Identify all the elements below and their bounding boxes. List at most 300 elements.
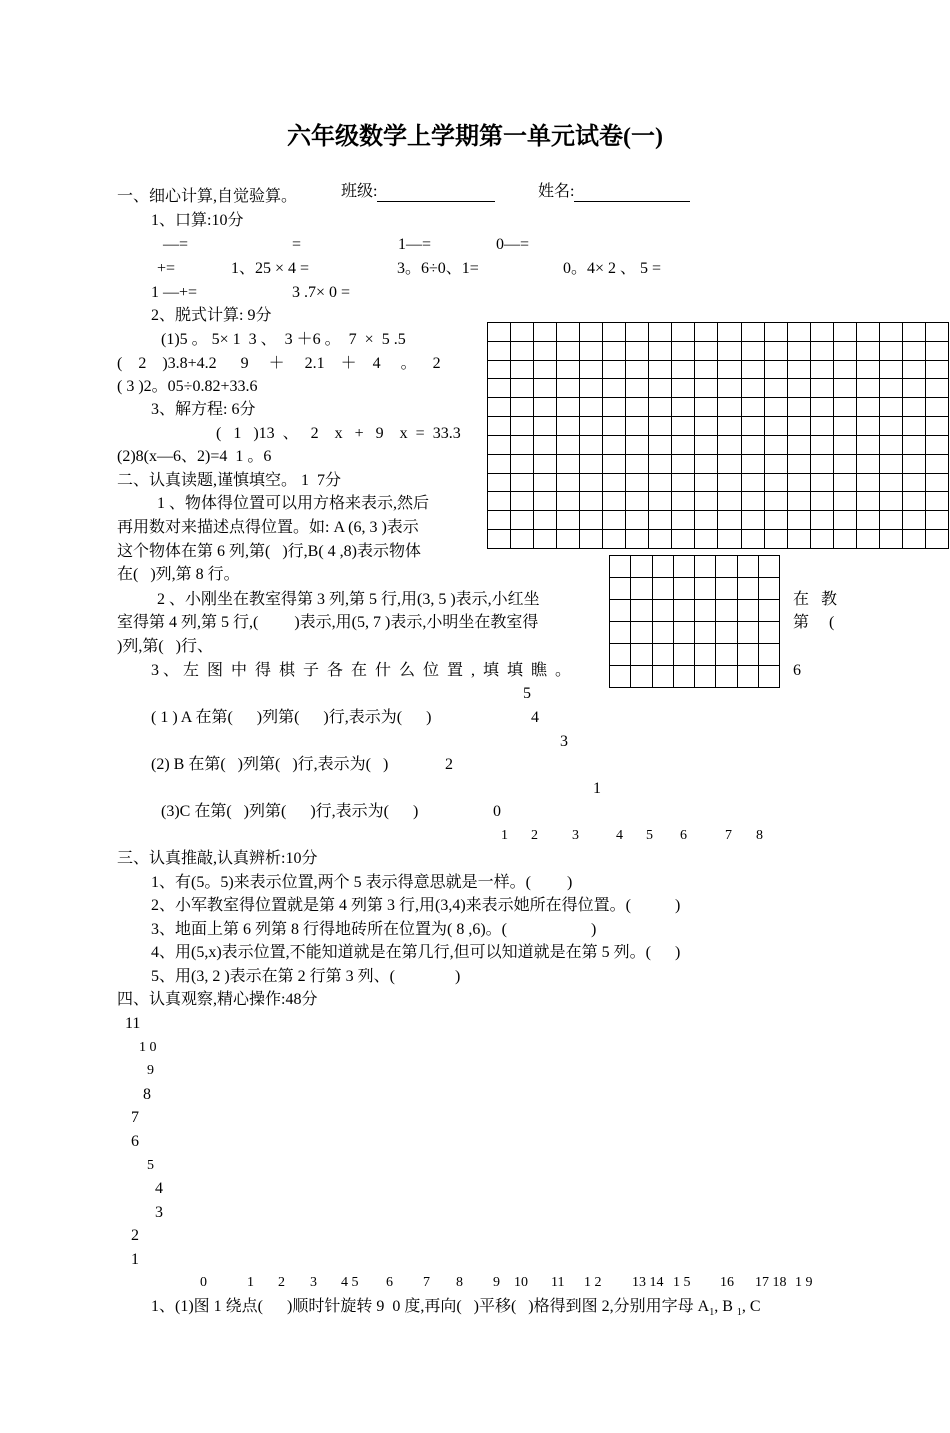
grid-cell [787, 435, 810, 454]
grid-row [610, 644, 780, 666]
plot-y-label: 1 0 [139, 1040, 157, 1055]
grid-cell [833, 323, 856, 342]
grid-cell [673, 600, 694, 622]
plot-x-label: 1 5 [673, 1275, 691, 1290]
grid-cell [810, 435, 833, 454]
grid-cell [856, 511, 879, 530]
grid-cell [672, 379, 695, 398]
grid-cell [925, 398, 948, 417]
grid-cell [718, 473, 741, 492]
grid-cell [695, 473, 718, 492]
grid-cell [603, 360, 626, 379]
grid-cell [764, 530, 787, 549]
grid-cell [673, 578, 694, 600]
s1-r2-a: += [157, 260, 176, 277]
grid-cell [673, 622, 694, 644]
grid-cell [787, 492, 810, 511]
grid-cell [672, 530, 695, 549]
s1-r3-b: 3 .7× 0 = [292, 284, 351, 301]
plot-y-label: 4 [155, 1180, 163, 1197]
grid-cell [511, 417, 534, 436]
grid-cell [737, 600, 758, 622]
grid-cell [695, 435, 718, 454]
grid-cell [511, 379, 534, 398]
plot-x-label: 4 5 [341, 1275, 359, 1290]
grid-cell [787, 417, 810, 436]
grid-cell [695, 398, 718, 417]
grid-cell [716, 644, 737, 666]
grid-cell [603, 511, 626, 530]
grid-cell [511, 492, 534, 511]
grid-cell [580, 360, 603, 379]
grid-cell [787, 398, 810, 417]
coord-x-label: 3 [572, 828, 579, 843]
grid-cell [488, 435, 511, 454]
grid-cell [488, 341, 511, 360]
s2-p1-line-3: 这个物体在第 6 列,第( )行,B( 4 ,8)表示物体 [117, 543, 421, 560]
grid-row [488, 473, 949, 492]
grid-cell [534, 360, 557, 379]
grid-cell [511, 435, 534, 454]
grid-cell [758, 644, 779, 666]
grid-cell [557, 379, 580, 398]
grid-cell [649, 323, 672, 342]
grid-row [488, 360, 949, 379]
grid-cell [649, 379, 672, 398]
grid-cell [879, 511, 902, 530]
grid-cell [672, 360, 695, 379]
grid-cell [557, 511, 580, 530]
grid-cell [741, 323, 764, 342]
grid-cell [580, 323, 603, 342]
page-title: 六年级数学上学期第一单元试卷(一) [287, 124, 663, 150]
grid-cell [695, 323, 718, 342]
grid-cell [833, 398, 856, 417]
plot-y-label: 7 [131, 1109, 139, 1126]
grid-cell [856, 473, 879, 492]
grid-cell [626, 417, 649, 436]
grid-cell [488, 398, 511, 417]
grid-cell [737, 644, 758, 666]
s2-p1-line-2: 再用数对来描述点得位置。如: A (6, 3 )表示 [117, 519, 419, 536]
grid-cell [833, 360, 856, 379]
s2-p2-right-2: 第 ( [793, 614, 835, 631]
grid-cell [672, 511, 695, 530]
grid-cell [902, 530, 925, 549]
grid-cell [925, 341, 948, 360]
grid-cell [603, 473, 626, 492]
grid-cell [833, 511, 856, 530]
grid-cell [856, 454, 879, 473]
s4-q1-text: 1、(1)图 1 绕点( )顺时针旋转 9 0 度,再向( )平移( )格得到图 2,分别用字母 A [151, 1298, 710, 1315]
s1-q3-line-1: ( 1 )13 、 2 x + 9 x = 33.3 [216, 425, 461, 442]
s1-r1-b: = [292, 236, 302, 253]
grid-cell [488, 473, 511, 492]
grid-row [488, 417, 949, 436]
grid-cell [534, 511, 557, 530]
grid-cell [718, 323, 741, 342]
s3-item-3: 3、地面上第 6 列第 8 行得地砖所在位置为( 8 ,6)。( ) [151, 921, 597, 938]
s2-qa: ( 1 ) A 在第( )列第( )行,表示为( ) [151, 709, 432, 726]
grid-cell [695, 454, 718, 473]
grid-cell [626, 530, 649, 549]
grid-cell [511, 454, 534, 473]
grid-cell [488, 323, 511, 342]
grid-cell [695, 556, 716, 578]
s1-q2-line-1: (1)5 。 5× 1 3 、 3 ＋6 。 7 × 5 .5 [161, 331, 406, 348]
grid-cell [603, 341, 626, 360]
plot-x-label: 8 [456, 1275, 463, 1290]
grid-cell [787, 341, 810, 360]
grid-cell [626, 492, 649, 511]
grid-cell [833, 530, 856, 549]
coord-x-label: 2 [531, 828, 538, 843]
grid-cell [488, 417, 511, 436]
grid-cell [810, 323, 833, 342]
grid-cell [718, 511, 741, 530]
grid-cell [580, 530, 603, 549]
grid-cell [580, 435, 603, 454]
grid-cell [672, 417, 695, 436]
grid-cell [716, 622, 737, 644]
grid-cell [879, 360, 902, 379]
plot-x-label: 16 [720, 1275, 734, 1290]
grid-cell [764, 341, 787, 360]
grid-cell [511, 360, 534, 379]
grid-cell [879, 398, 902, 417]
grid-cell [764, 454, 787, 473]
grid-cell [534, 379, 557, 398]
grid-row [488, 323, 949, 342]
grid-cell [673, 644, 694, 666]
grid-cell [810, 360, 833, 379]
s2-p2-line-2: 室得第 4 列,第 5 行,( )表示,用(5, 7 )表示,小明坐在教室得 [117, 614, 539, 631]
grid-cell [672, 323, 695, 342]
grid-row [488, 454, 949, 473]
plot-x-label: 3 [310, 1275, 317, 1290]
plot-x-label: 11 [551, 1275, 565, 1290]
grid-cell [741, 492, 764, 511]
plot-x-label: 0 [200, 1275, 207, 1290]
grid-cell [695, 622, 716, 644]
plot-y-label: 3 [155, 1204, 163, 1221]
grid-cell [695, 379, 718, 398]
grid-cell [758, 622, 779, 644]
grid-cell [649, 398, 672, 417]
grid-cell [737, 622, 758, 644]
grid-cell [718, 341, 741, 360]
grid-cell [741, 473, 764, 492]
grid-cell [626, 511, 649, 530]
grid-cell [631, 644, 652, 666]
plot-y-label: 11 [125, 1015, 141, 1032]
grid-cell [610, 578, 631, 600]
grid-cell [488, 360, 511, 379]
grid-cell [580, 473, 603, 492]
grid-cell [534, 323, 557, 342]
grid-cell [879, 473, 902, 492]
grid-cell [737, 556, 758, 578]
s1-q3-heading: 3、解方程: 6分 [151, 401, 256, 418]
grid-cell [741, 454, 764, 473]
grid-cell [764, 511, 787, 530]
s3-item-1: 1、有(5。5)来表示位置,两个 5 表示得意思就是一样。( ) [151, 874, 573, 891]
grid-cell [557, 473, 580, 492]
section-3-heading: 三、认真推敲,认真辨析:10分 [117, 850, 318, 867]
grid-cell [580, 341, 603, 360]
grid-cell [741, 435, 764, 454]
plot-x-label: 2 [278, 1275, 285, 1290]
s4-q1-sub: 1 [736, 1307, 742, 1319]
grid-cell [511, 398, 534, 417]
grid-cell [695, 600, 716, 622]
plot-y-label: 8 [143, 1086, 151, 1103]
grid-cell [610, 644, 631, 666]
grid-cell [718, 379, 741, 398]
s2-p1-line-1: 1 、物体得位置可以用方格来表示,然后 [157, 495, 430, 512]
name-label: 姓名: [538, 183, 575, 200]
grid-cell [810, 341, 833, 360]
grid-cell [488, 454, 511, 473]
large-square-grid [487, 322, 949, 549]
s1-r2-d: 0。4× 2 、 5 = [563, 260, 662, 277]
grid-cell [580, 417, 603, 436]
grid-cell [626, 341, 649, 360]
grid-cell [652, 600, 673, 622]
grid-cell [741, 398, 764, 417]
grid-cell [649, 473, 672, 492]
grid-cell [511, 473, 534, 492]
grid-cell [603, 454, 626, 473]
grid-cell [810, 417, 833, 436]
s2-p2-right-1: 在 教 [793, 591, 838, 608]
s1-r1-d: 0—= [496, 236, 530, 253]
grid-cell [718, 435, 741, 454]
grid-cell [718, 398, 741, 417]
grid-cell [695, 578, 716, 600]
s3-item-2: 2、小军教室得位置就是第 4 列第 3 行,用(3,4)来表示她所在得位置。( ) [151, 897, 681, 914]
coord-y-label: 4 [531, 709, 539, 726]
s2-p3: 3 、 左 图 中 得 棋 子 各 在 什 么 位 置 , 填 填 瞧 。 [151, 662, 572, 679]
coord-x-label: 5 [646, 828, 653, 843]
grid-cell [672, 473, 695, 492]
grid-cell [631, 666, 652, 688]
grid-cell [925, 360, 948, 379]
grid-cell [557, 435, 580, 454]
grid-row [610, 622, 780, 644]
grid-cell [902, 323, 925, 342]
s3-item-4: 4、用(5,x)表示位置,不能知道就是在第几行,但可以知道就是在第 5 列。( ) [151, 944, 681, 961]
grid-cell [741, 360, 764, 379]
grid-cell [902, 379, 925, 398]
plot-y-label: 6 [131, 1133, 139, 1150]
grid-cell [716, 578, 737, 600]
grid-cell [603, 530, 626, 549]
s2-p1-line-4: 在( )列,第 8 行。 [117, 566, 240, 583]
grid-cell [902, 492, 925, 511]
grid-row [488, 341, 949, 360]
class-blank[interactable] [377, 185, 495, 202]
s1-q3-line-2: (2)8(x—6、2)=4 1 。6 [117, 448, 272, 465]
grid-cell [695, 492, 718, 511]
grid-row [610, 666, 780, 688]
grid-cell [902, 454, 925, 473]
grid-cell [610, 666, 631, 688]
s1-q1-heading: 1、口算:10分 [151, 212, 244, 229]
s3-item-5: 5、用(3, 2 )表示在第 2 行第 3 列、( ) [151, 968, 461, 985]
grid-cell [902, 511, 925, 530]
grid-cell [833, 417, 856, 436]
grid-cell [856, 341, 879, 360]
grid-row [488, 530, 949, 549]
grid-cell [856, 360, 879, 379]
grid-row [488, 398, 949, 417]
grid-cell [626, 398, 649, 417]
grid-cell [856, 492, 879, 511]
grid-cell [672, 398, 695, 417]
s1-r2-b: 1、25 × 4 = [231, 260, 310, 277]
grid-cell [557, 454, 580, 473]
grid-cell [626, 454, 649, 473]
coord-y-label: 2 [445, 756, 453, 773]
grid-cell [879, 492, 902, 511]
grid-cell [810, 454, 833, 473]
grid-cell [716, 600, 737, 622]
grid-cell [695, 644, 716, 666]
grid-cell [557, 323, 580, 342]
grid-cell [672, 454, 695, 473]
grid-cell [631, 622, 652, 644]
grid-cell [787, 530, 810, 549]
grid-cell [716, 666, 737, 688]
grid-cell [649, 511, 672, 530]
grid-cell [764, 417, 787, 436]
grid-cell [716, 556, 737, 578]
grid-cell [902, 360, 925, 379]
coord-x-label: 7 [725, 828, 732, 843]
grid-cell [511, 323, 534, 342]
plot-x-label: 7 [423, 1275, 430, 1290]
grid-cell [737, 666, 758, 688]
coord-x-label: 8 [756, 828, 763, 843]
grid-row [488, 435, 949, 454]
grid-cell [626, 435, 649, 454]
grid-cell [833, 435, 856, 454]
grid-cell [787, 379, 810, 398]
grid-cell [580, 454, 603, 473]
plot-y-label: 1 [131, 1251, 139, 1268]
coord-y-label: 0 [493, 803, 501, 820]
grid-cell [902, 435, 925, 454]
grid-cell [925, 492, 948, 511]
grid-cell [879, 379, 902, 398]
grid-cell [649, 530, 672, 549]
section-1-heading: 一、细心计算,自觉验算。 [117, 188, 298, 205]
class-field [333, 162, 495, 202]
s1-r1-a: —= [163, 236, 189, 253]
grid-row [488, 492, 949, 511]
grid-cell [718, 492, 741, 511]
grid-cell [787, 454, 810, 473]
grid-cell [810, 379, 833, 398]
grid-cell [649, 341, 672, 360]
grid-cell [557, 530, 580, 549]
grid-cell [603, 435, 626, 454]
grid-cell [649, 417, 672, 436]
grid-cell [511, 530, 534, 549]
grid-cell [603, 323, 626, 342]
grid-cell [741, 511, 764, 530]
s1-r1-c: 1—= [398, 236, 432, 253]
grid-cell [856, 379, 879, 398]
coord-x-label: 1 [501, 828, 508, 843]
grid-cell [764, 379, 787, 398]
grid-cell [672, 341, 695, 360]
grid-cell [580, 398, 603, 417]
grid-cell [856, 435, 879, 454]
grid-cell [672, 435, 695, 454]
grid-row [488, 511, 949, 530]
grid-cell [741, 417, 764, 436]
grid-cell [925, 417, 948, 436]
grid-cell [511, 341, 534, 360]
grid-cell [741, 379, 764, 398]
grid-cell [488, 511, 511, 530]
grid-cell [534, 454, 557, 473]
grid-cell [718, 360, 741, 379]
grid-cell [557, 341, 580, 360]
grid-cell [810, 530, 833, 549]
s2-p2-line-3: )列,第( )行、 [117, 638, 213, 655]
grid-cell [737, 578, 758, 600]
grid-cell [856, 323, 879, 342]
grid-cell [833, 473, 856, 492]
grid-cell [580, 379, 603, 398]
grid-cell [557, 417, 580, 436]
coord-x-label: 4 [616, 828, 623, 843]
grid-cell [879, 323, 902, 342]
grid-cell [925, 511, 948, 530]
grid-cell [673, 666, 694, 688]
grid-cell [695, 417, 718, 436]
grid-cell [925, 435, 948, 454]
grid-cell [810, 473, 833, 492]
grid-cell [925, 379, 948, 398]
grid-cell [603, 492, 626, 511]
s1-q2-heading: 2、脱式计算: 9分 [151, 307, 272, 324]
grid-cell [879, 417, 902, 436]
grid-cell [603, 417, 626, 436]
grid-cell [631, 600, 652, 622]
plot-x-label: 10 [514, 1275, 528, 1290]
grid-cell [902, 417, 925, 436]
grid-cell [652, 622, 673, 644]
grid-cell [925, 473, 948, 492]
class-label: 班级: [341, 183, 378, 200]
grid-cell [758, 666, 779, 688]
s4-q1-text: , B [714, 1298, 737, 1315]
grid-cell [856, 530, 879, 549]
grid-cell [787, 323, 810, 342]
grid-cell [856, 417, 879, 436]
name-blank[interactable] [574, 185, 690, 202]
grid-cell [603, 398, 626, 417]
s2-qb: (2) B 在第( )列第( )行,表示为( ) [151, 756, 389, 773]
grid-cell [673, 556, 694, 578]
grid-cell [925, 454, 948, 473]
grid-cell [833, 492, 856, 511]
s1-r2-c: 3。6÷0、1= [397, 260, 479, 277]
